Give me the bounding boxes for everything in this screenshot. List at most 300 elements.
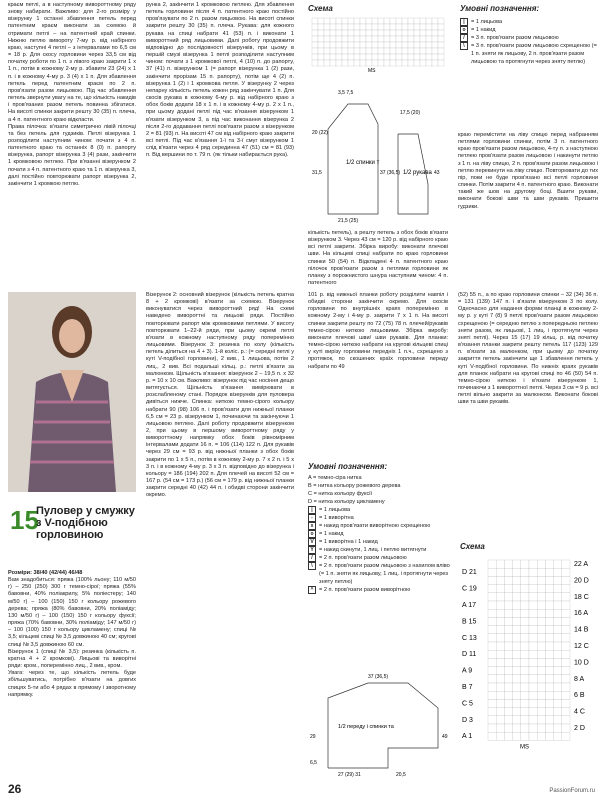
chart-cell	[372, 48, 378, 54]
width-label: 27 (29) 31	[338, 772, 361, 778]
chart-cell	[432, 18, 438, 24]
site-watermark: PassionForum.ru	[549, 788, 595, 794]
chart-cell	[348, 24, 354, 30]
chart-cell	[432, 54, 438, 60]
chart-cell	[562, 568, 570, 576]
chart-cell	[396, 60, 402, 66]
chart-cell	[521, 568, 529, 576]
chart-cell	[426, 54, 432, 60]
legend-item	[308, 586, 450, 594]
instructions-col2-bottom	[146, 292, 294, 500]
legend-text: = накид скинути, 1 лиц. і петлю витягнути	[319, 547, 427, 553]
chart-cell	[420, 48, 426, 54]
chart-cell	[330, 48, 336, 54]
chart-cell	[504, 626, 512, 634]
chart-cell	[330, 36, 336, 42]
legend-item	[460, 26, 598, 34]
scheme-title: Схема	[308, 4, 333, 13]
chart-cell	[504, 585, 512, 593]
chart-cell	[342, 54, 348, 60]
chart-cell	[521, 683, 529, 691]
chart-cell	[366, 18, 372, 24]
chart-cell	[545, 667, 553, 675]
chart-cell	[513, 626, 521, 634]
chart-cell	[562, 617, 570, 625]
chart-cell	[402, 48, 408, 54]
chart-cell	[554, 585, 562, 593]
piece-label: 1/2 спинки т	[346, 160, 380, 166]
chart-cell	[318, 36, 324, 42]
paragraph: (52) 55 п., а по краю горловини спинки – 32 (34) 36 п. = 131 (139) 147 п. і в'язати візерунком 3 по колу. Одночасно для надання форми планці в кожному 2-му р. у куті 7 (8) 9 петлі пров'язати разом лицьовою схрещеною (= середню петлю з попередньою петлею зняти разом, як лицьові, 1 лиц. і протягнути через зняті петлі). Через 15 (17) 19 кільц. р. від початку в'язання планки закрити решту петель 117 (123) 129 п. в'язати за малюнком, при цьому до початку закриття петель закінчити ще 1 збавлення петель у куті V-подібної горловини. По нижніх краях рукавів для планок набрати на кругові спиці по 46 (50) 54 п. темно-сірою ниткою і в'язати візерунком 1, починаючи з 1 вивороттної петлі. Через 3 см = 9 р. всі петлі вільно закрити за малюнком. Виконати бокові шви та шви рукавів.	[458, 292, 598, 406]
chart-cell	[318, 54, 324, 60]
chart-cell	[336, 30, 342, 36]
chart-cell	[438, 24, 444, 30]
legend-item	[308, 506, 450, 514]
legend-symbol: ^	[308, 586, 316, 594]
chart-cell	[318, 42, 324, 48]
chart-cell	[537, 716, 545, 724]
chart-cell	[432, 36, 438, 42]
chart-cell	[414, 42, 420, 48]
chart-cell	[402, 42, 408, 48]
chart-cell	[312, 24, 318, 30]
chart-cell	[513, 650, 521, 658]
chart-cell	[402, 60, 408, 66]
color-legend-item: C = нитка кольору фуксії	[308, 491, 373, 497]
chart-cell	[513, 716, 521, 724]
chart-cell	[504, 708, 512, 716]
chart-cell	[537, 626, 545, 634]
piece-label: 1/2 рукава	[403, 170, 432, 176]
chart-cell	[521, 642, 529, 650]
chart-cell	[420, 42, 426, 48]
chart-cell	[496, 568, 504, 576]
height-label: 37 (36,5)	[380, 170, 401, 176]
chart-cell	[348, 36, 354, 42]
chart-cell	[396, 18, 402, 24]
instructions-col2-top	[146, 2, 294, 159]
row-label: D 21	[462, 569, 477, 577]
chart-cell	[488, 585, 496, 593]
chart-cell	[408, 54, 414, 60]
row-label: D 11	[462, 651, 477, 659]
chart-cell	[537, 560, 545, 568]
chart-cell	[554, 593, 562, 601]
instructions-col3-bottom	[308, 292, 448, 371]
chart-cell	[521, 699, 529, 707]
width-label: 21,5 (25)	[338, 218, 359, 224]
chart-cell	[396, 36, 402, 42]
chart-cell	[384, 54, 390, 60]
chart-cell	[366, 48, 372, 54]
legend-text: = 3 п. пров'язати разом лицьовою	[471, 35, 559, 41]
legend-symbol: |	[308, 506, 316, 514]
chart-cell	[545, 609, 553, 617]
chart-cell	[384, 42, 390, 48]
legend-text: = 1 лицьова	[471, 19, 503, 25]
chart-cell	[504, 667, 512, 675]
chart-cell	[420, 36, 426, 42]
chart-cell	[521, 716, 529, 724]
chart-cell	[420, 18, 426, 24]
chart-cell	[521, 667, 529, 675]
chart-cell	[529, 650, 537, 658]
chart-cell	[513, 634, 521, 642]
chart-cell	[562, 560, 570, 568]
chart-cell	[521, 576, 529, 584]
legend-item	[308, 538, 450, 546]
chart-cell	[324, 42, 330, 48]
chart-cell	[384, 30, 390, 36]
chart-cell	[537, 675, 545, 683]
chart-cell	[414, 30, 420, 36]
chart-cell	[312, 36, 318, 42]
paragraph: рунка 2, закінчити 1 кромковою петлею. Для збавлення петель горловини після 4 п. патентного краю постійно пров'язувати по 2 п. разом лицьовою. На висоті спинки закрити решту 30 (35) п. плеча. Рукава: для кожного рукава на спиці набрати 41 (53) п. і виконати 1 вивороттний ряд лицьовими. Далі роботу продовжити відповідно до послідовності візерунків, при цьому в першій смузі візерунка 1 петлі розподілити наступним чином: почати з 1 кромкової петлі, 4 (10) п. до рапорту, 37 (41) п. візерунком 1 (= рапорт візерунка 1 (2) рази, закінчити прорізам 15 п. рапорту), потім ще 4 (2) п. візерунка 1 (2) і 1 кромкова петля. У візерунку 2 через непарну кількість петель кожен ряд закінчувати 1 п. Для скосів рукава в кожному 6-му р. від набірного краю з обох боків додати 18 х 1 п. і в кожному 4-му р. 2 х 1 п., при цьому додані петлі під час в'язання візерунком 1 в'язати візерунком 3, а під час виконання візерунка 2 після 2-го додавання петлі пов'язати разом з візерунком 2 = 81 (93) п. На висоті 47 см від набірного краю закрити всі петлі. Під час в'язання 1-ї та 3-ї смуг візерунком 1 слід в'язати через 4 ряд серединна 47 (51) см = 81 (93) п. Від вершини по т. 79 п. (як тільки набирається рука).	[146, 2, 294, 159]
chart-cell	[504, 568, 512, 576]
chart-cell	[378, 60, 384, 66]
instructions-col4-bottom	[458, 292, 598, 407]
chart-cell	[336, 18, 342, 24]
chart-cell	[504, 642, 512, 650]
chart-cell	[529, 708, 537, 716]
height-label: 31,5	[312, 170, 322, 176]
chart-cell	[496, 642, 504, 650]
chart-cell	[504, 658, 512, 666]
chart-cell	[390, 18, 396, 24]
chart-cell	[342, 30, 348, 36]
row-label: C 13	[462, 634, 477, 642]
chart-cell	[390, 24, 396, 30]
chart-cell	[414, 54, 420, 60]
chart-cell	[554, 617, 562, 625]
chart-cell	[496, 683, 504, 691]
chart-cell	[414, 24, 420, 30]
chart-cell	[426, 24, 432, 30]
chart-cell	[366, 42, 372, 48]
legend-text: = 1 накид	[471, 27, 496, 33]
chart-cell	[562, 609, 570, 617]
row-label: 10 D	[574, 659, 589, 667]
chart-cell	[529, 691, 537, 699]
chart-cell	[432, 48, 438, 54]
row-label: 18 C	[574, 593, 589, 601]
chart-cell	[496, 650, 504, 658]
chart-cell	[504, 593, 512, 601]
chart-cell	[420, 60, 426, 66]
chart-cell	[562, 691, 570, 699]
chart-cell	[554, 667, 562, 675]
chart-cell	[426, 48, 432, 54]
chart-cell	[488, 699, 496, 707]
legend-symbol: V	[308, 538, 316, 546]
chart-cell	[529, 658, 537, 666]
project-number: 15	[10, 505, 39, 535]
chart-cell	[496, 732, 504, 740]
chart-cell	[366, 36, 372, 42]
chart-cell	[504, 716, 512, 724]
chart-cell	[554, 658, 562, 666]
chart-cell	[324, 48, 330, 54]
chart-cell	[545, 601, 553, 609]
row-label: 8 A	[574, 675, 585, 683]
chart-cell	[554, 716, 562, 724]
scheme-title: Схема	[460, 542, 485, 551]
chart-cell	[366, 60, 372, 66]
chart-cell	[529, 634, 537, 642]
paragraph: Розміри: 38/40 (42/44) 46/48	[8, 570, 83, 576]
chart-cell	[513, 642, 521, 650]
row-label: B 15	[462, 618, 477, 626]
paragraph: Права пілочка: в'язати симетрично лівій пілочці та без петель для гудзиків. Петлі візерунка 1 розподілити наступним чином: почати з 4 п. патентного краю та останніх 8 (0) п. рапорту візерунка, рапорт візерунка 3 (4) рази, закінчити 1 кромковою петлею. При в'язанні візерунком 2 почати з 4 п. патентного краю та 1 п. візерунка 3, далі постійно повторювати рапорт візерунка 2, закінчити 1 кромкою петлю.	[8, 123, 136, 187]
shoulder-label: 3,5 7,5	[338, 90, 354, 96]
paragraph: 101 р. від нижньої планки роботу розділити навпіл і обидві сторони закінчити окремо. Для скосів горловини по внутрішніх краях поперемінно в кожному 2-му і 4-му р. закрити 7 х 1 п. На висоті спинки закрити решту по 72 (75) 78 п. плечей/рукавів темно-сірою ниткою лицьовими. Збірка виробу: виконати плечові шви/ шви рукавів. Для планки: темно-сірою ниткою набрати на кругові кільцеві спиці у куті вирізу горловини передніх 1 п.ч., схрещено з протяжок, по скошених країх горловини переду набрати по 49	[308, 292, 448, 370]
chart-cell	[408, 24, 414, 30]
row-label: C 5	[462, 700, 473, 708]
chart-cell	[529, 716, 537, 724]
chart-cell	[384, 18, 390, 24]
chart-cell	[402, 18, 408, 24]
chart-cell	[342, 18, 348, 24]
row-label: C 19	[462, 585, 477, 593]
chart-cell	[537, 732, 545, 740]
chart-cell	[342, 36, 348, 42]
chart-cell	[396, 30, 402, 36]
chart-cell	[562, 576, 570, 584]
chart-cell	[360, 30, 366, 36]
legend-symbol: -	[308, 514, 316, 522]
chart-label: MS	[368, 68, 376, 74]
chart-cell	[366, 30, 372, 36]
chart-cell	[496, 626, 504, 634]
chart-cell	[513, 732, 521, 740]
chart-cell	[504, 732, 512, 740]
chart-cell	[402, 36, 408, 42]
legend-item	[460, 34, 598, 42]
chart-cell	[537, 568, 545, 576]
legend-title: Умовні позначення:	[308, 462, 388, 471]
legend-symbol: \	[460, 42, 468, 50]
chart-cell	[384, 36, 390, 42]
legend-item	[308, 522, 450, 530]
chart-cell	[396, 54, 402, 60]
chart-cell	[545, 560, 553, 568]
chart-cell	[488, 617, 496, 625]
chart-cell	[537, 609, 545, 617]
chart-cell	[336, 36, 342, 42]
chart-cell	[488, 691, 496, 699]
chart-cell	[312, 60, 318, 66]
chart-cell	[562, 716, 570, 724]
chart-cell	[521, 708, 529, 716]
legend-item	[308, 546, 450, 554]
chart-cell	[554, 683, 562, 691]
chart-cell	[366, 24, 372, 30]
chart-cell	[324, 60, 330, 66]
chart-cell	[504, 650, 512, 658]
chart-cell	[432, 42, 438, 48]
chart-cell	[496, 609, 504, 617]
chart-cell	[414, 60, 420, 66]
height-label: 49	[442, 734, 448, 740]
chart-cell	[562, 732, 570, 740]
chart-cell	[378, 48, 384, 54]
chart-cell	[488, 658, 496, 666]
chart-cell	[488, 634, 496, 642]
row-label: 2 D	[574, 725, 585, 732]
chart-cell	[396, 48, 402, 54]
chart-cell	[554, 609, 562, 617]
chart-cell	[384, 60, 390, 66]
chart-cell	[496, 691, 504, 699]
chart-cell	[554, 650, 562, 658]
chart-cell	[529, 585, 537, 593]
chart-cell	[312, 30, 318, 36]
chart-cell	[562, 642, 570, 650]
chart-cell	[330, 42, 336, 48]
chart-cell	[360, 60, 366, 66]
row-label: 4 C	[574, 708, 585, 716]
chart-cell	[342, 42, 348, 48]
row-label: A 1	[462, 733, 473, 741]
chart-cell	[488, 601, 496, 609]
chart-cell	[537, 576, 545, 584]
chart-cell	[537, 708, 545, 716]
chart-cell	[529, 683, 537, 691]
chart-cell	[488, 626, 496, 634]
chart-cell	[529, 601, 537, 609]
height-label: 29	[310, 734, 316, 740]
chart-cell	[324, 18, 330, 24]
chart-cell	[496, 585, 504, 593]
chart-cell	[562, 724, 570, 732]
chart-cell	[402, 24, 408, 30]
instructions-col1-bottom	[8, 570, 136, 699]
legend-symbol: x	[308, 522, 316, 530]
legend-text: = 3 п. пров'язати разом лицьовою схрещеною (= 1 п. зняти як лицьову, 2 п. пров'язати разом лицьовою та протягнути через зняту петлю)	[471, 43, 597, 65]
chart-cell	[432, 30, 438, 36]
instructions-col1-top	[8, 2, 136, 188]
chart-cell	[354, 54, 360, 60]
chart-cell	[318, 60, 324, 66]
chart-cell	[545, 593, 553, 601]
chart-cell	[324, 54, 330, 60]
legend-text: = 1 накид	[319, 531, 344, 537]
instructions-col4-top	[458, 132, 598, 211]
chart-cell	[554, 568, 562, 576]
chart-cell	[554, 675, 562, 683]
chart-cell	[537, 691, 545, 699]
chart-cell	[354, 30, 360, 36]
chart-cell	[545, 634, 553, 642]
chart-cell	[521, 593, 529, 601]
chart-cell	[545, 626, 553, 634]
chart-cell	[312, 54, 318, 60]
chart-cell	[521, 585, 529, 593]
chart-cell	[378, 24, 384, 30]
legend-item	[308, 562, 450, 586]
chart-cell	[438, 30, 444, 36]
row-label: B 7	[462, 684, 473, 691]
chart-cell	[504, 699, 512, 707]
chart-cell	[562, 683, 570, 691]
chart-cell	[438, 18, 444, 24]
chart-cell	[488, 667, 496, 675]
page-number: 26	[8, 782, 22, 796]
color-legend-item: D = нитка кольору цикламену	[308, 499, 385, 505]
chart-cell	[336, 54, 342, 60]
chart-cell	[545, 642, 553, 650]
chart-cell	[521, 617, 529, 625]
chart-cell	[342, 24, 348, 30]
width-label: 20,5	[396, 772, 406, 778]
legend-symbol: \	[308, 562, 316, 570]
chart-cell	[396, 24, 402, 30]
chart-cell	[432, 60, 438, 66]
chart-cell	[348, 48, 354, 54]
chart-cell	[554, 691, 562, 699]
chart-cell	[504, 724, 512, 732]
paragraph: Візерунок 2: основний візерунок (кількість петель кратна 8 + 2 кромкові) в'язати за схемою. Візерунок виконуватися через вивороттний ряд! На схемі наведено вивороттні та лицьові ряди. Постійно повторювати рапорт між кромковими петлями. У висоту повторювати 1–22-й ряди, при цьому окремі петлі в'язати в кожному наступному ряду поперемінно лицьовими. Візерунок 3: резинка по колу (кількість петель ділиться на 4 + 3). 1-й коліс. р.: (= середні петлі у куті V-подібної горловини), 2 вив., 1 лицьова, потім 2 лиц., 2 вив. Всі подальші кільц. р.: петлі в'язати за малюнком. Щільність в'язання: візерунок 2 – 19,5 п. х 32 р. = 10 х 10 см. Важливо: візерунок під час носіння дещо витягується. Щільність в'язання вимірювати в розслабленому стані. Порядок візерунків для пуловера дивіться нижче. Спинка: ниткою темно-сірого кольору набрати 90 (98) 106 п. і пров'язати для нижньої планки 6,5 см = 23 р. візерунком 1, починаючи та закінчуючи 1 лицьовою петлею. Далі роботу продовжити візерунком 2, при цьому в першому вивороттному ряду у вивороттному напрямку обох боків рівномірним інтервалами додати 16 п. = 106 (114) 122 п. Для рукавів через 29 см = 93 р. від нижньої планки з обох боків закрити по 1 х 5 п., потім в кожному 2-му р. 7 х 2 п. і 5 х 3 п. і в кожному 4-му р. 3 х 3 п. відповідно до візерунка і кольору = 186 (194) 202 п. Для плечей на висоті 52 см = 167 р. (54 см = 173 р.) (56 см = 179 р. від нижньої планки закрити середні 40 (42) 44 п. і обидві сторони закінчити окремо.	[146, 292, 294, 499]
chart-cell	[496, 699, 504, 707]
legend-text: = 2 п. пров'язати разом виворітною	[319, 587, 411, 593]
chart-cell	[336, 48, 342, 54]
chart-cell	[390, 42, 396, 48]
chart-cell	[402, 30, 408, 36]
chart-cell	[342, 48, 348, 54]
chart-cell	[562, 585, 570, 593]
chart-cell	[496, 634, 504, 642]
chart-cell	[545, 568, 553, 576]
legend-symbol: |	[460, 18, 468, 26]
legend-item	[460, 42, 598, 66]
chart-cell	[496, 724, 504, 732]
chart-cell	[513, 568, 521, 576]
chart-cell	[513, 617, 521, 625]
chart-cell	[488, 568, 496, 576]
row-label: 14 B	[574, 626, 589, 634]
chart-cell	[360, 54, 366, 60]
chart-cell	[537, 617, 545, 625]
chart-cell	[438, 54, 444, 60]
chart-cell	[545, 576, 553, 584]
chart-cell	[496, 593, 504, 601]
legend-symbol: o	[460, 26, 468, 34]
chart-cell	[504, 634, 512, 642]
chart-cell	[438, 48, 444, 54]
chart-cell	[420, 24, 426, 30]
legend-text: = 2 п. пров'язати разом лицьовою	[319, 555, 407, 561]
chart-cell	[360, 48, 366, 54]
chart-cell	[384, 48, 390, 54]
chart-cell	[330, 60, 336, 66]
chart-cell	[529, 675, 537, 683]
chart-cell	[420, 30, 426, 36]
chart-cell	[496, 667, 504, 675]
chart-cell	[348, 30, 354, 36]
chart-cell	[545, 585, 553, 593]
chart-cell	[496, 576, 504, 584]
chart-cell	[513, 560, 521, 568]
chart-cell	[513, 724, 521, 732]
chart-cell	[488, 642, 496, 650]
chart-cell	[554, 642, 562, 650]
row-label: A 17	[462, 602, 477, 609]
legend-item	[308, 554, 450, 562]
chart-cell	[384, 24, 390, 30]
chart-cell	[488, 576, 496, 584]
chart-cell	[513, 601, 521, 609]
legend-symbol: /	[308, 554, 316, 562]
